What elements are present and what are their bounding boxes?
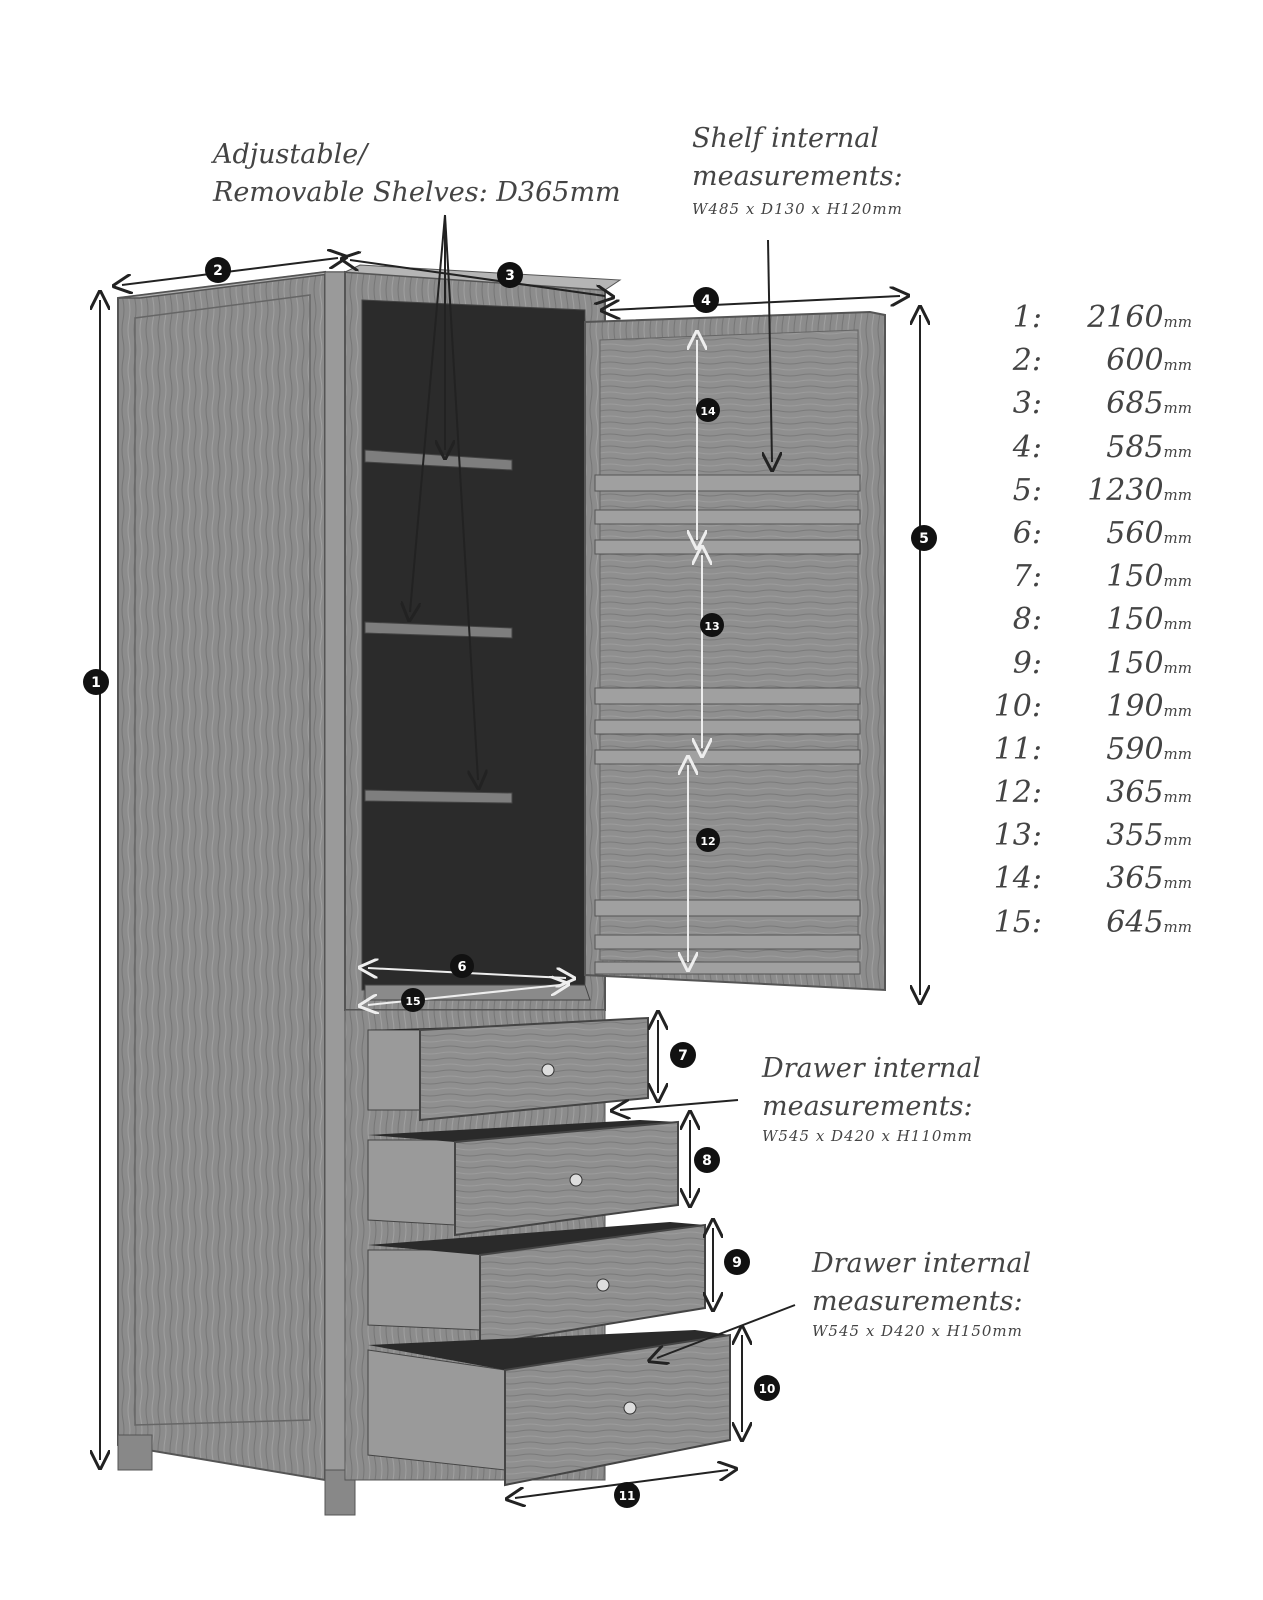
svg-text:12: 12 <box>700 835 716 848</box>
measurement-row <box>980 602 1240 645</box>
badge-10 <box>754 1375 780 1401</box>
measurement-row <box>980 732 1240 775</box>
svg-text:1: 1 <box>91 675 101 691</box>
measurement-row <box>980 905 1240 948</box>
measurement-number: 2: <box>1012 343 1042 379</box>
measurement-value: 150mm <box>1106 559 1192 595</box>
measurement-value: 365mm <box>1106 775 1192 811</box>
measurement-value: 150mm <box>1106 645 1192 681</box>
drawers <box>345 1010 730 1485</box>
badge-4 <box>693 287 719 313</box>
measurement-number: 12: <box>993 775 1042 811</box>
measurement-value: 645mm <box>1106 904 1192 940</box>
measurement-number: 13: <box>993 818 1042 854</box>
measurement-number: 5: <box>1012 472 1042 508</box>
drawer-internal-a-dims: W545 x D420 x H110mm <box>762 1127 973 1145</box>
measurement-row <box>980 473 1240 516</box>
drawer-internal-b-dims: W545 x D420 x H150mm <box>812 1322 1023 1340</box>
measurement-row <box>980 386 1240 429</box>
measurement-list <box>980 300 1240 948</box>
measurement-value: 190mm <box>1106 688 1192 724</box>
measurement-number: 4: <box>1012 429 1042 465</box>
badge-7 <box>670 1042 696 1068</box>
svg-text:8: 8 <box>702 1153 712 1169</box>
shelves-label-line2: Removable Shelves: D365mm <box>213 177 621 208</box>
measurement-row <box>980 300 1240 343</box>
measurement-row <box>980 516 1240 559</box>
shelf-internal-line1: Shelf internal <box>692 123 879 154</box>
measurement-value: 2160mm <box>1087 300 1192 335</box>
badge-13 <box>700 613 724 637</box>
measurement-row <box>980 689 1240 732</box>
svg-text:10: 10 <box>758 1382 776 1396</box>
measurement-row <box>980 343 1240 386</box>
badge-3 <box>497 262 523 288</box>
measurement-number: 14: <box>993 861 1042 897</box>
badge-1 <box>83 669 109 695</box>
svg-text:5: 5 <box>919 531 929 547</box>
svg-text:14: 14 <box>700 405 716 418</box>
shelf-internal-line2: measurements: <box>692 161 903 192</box>
measurement-number: 7: <box>1012 559 1042 595</box>
cabinet-side-panel <box>118 272 345 1480</box>
measurement-row <box>980 559 1240 602</box>
measurement-number: 3: <box>1012 386 1042 422</box>
measurement-number: 15: <box>993 904 1042 940</box>
svg-text:15: 15 <box>405 995 421 1008</box>
badge-9 <box>724 1249 750 1275</box>
badge-2 <box>205 257 231 283</box>
measurement-value: 365mm <box>1106 861 1192 897</box>
badge-12 <box>696 828 720 852</box>
shelf-internal-dims: W485 x D130 x H120mm <box>692 200 903 218</box>
svg-text:6: 6 <box>457 960 467 975</box>
measurement-row <box>980 861 1240 904</box>
badge-5 <box>911 525 937 551</box>
badge-6 <box>450 954 474 978</box>
measurement-number: 1: <box>1012 300 1042 335</box>
measurement-value: 600mm <box>1106 343 1192 379</box>
open-door <box>585 312 885 990</box>
badge-8 <box>694 1147 720 1173</box>
measurement-value: 585mm <box>1106 429 1192 465</box>
measurement-number: 9: <box>1012 645 1042 681</box>
badge-11 <box>614 1482 640 1508</box>
measurement-row <box>980 646 1240 689</box>
drawer-internal-b-line1: Drawer internal <box>812 1248 1032 1279</box>
badge-14 <box>696 398 720 422</box>
svg-text:7: 7 <box>678 1048 688 1064</box>
measurement-value: 685mm <box>1106 386 1192 422</box>
measurement-value: 355mm <box>1106 818 1192 854</box>
svg-text:4: 4 <box>701 293 711 309</box>
svg-text:9: 9 <box>732 1255 742 1271</box>
measurement-number: 6: <box>1012 515 1042 551</box>
badge-15 <box>401 988 425 1012</box>
shelves-label-line1: Adjustable/ <box>213 139 368 170</box>
drawer-internal-a-line1: Drawer internal <box>762 1053 982 1084</box>
measurement-value: 590mm <box>1106 731 1192 767</box>
measurement-value: 150mm <box>1106 602 1192 638</box>
measurement-value: 1230mm <box>1087 472 1192 508</box>
svg-text:3: 3 <box>505 268 515 284</box>
measurement-value: 560mm <box>1106 515 1192 551</box>
svg-text:2: 2 <box>213 263 223 279</box>
drawer-internal-a-line2: measurements: <box>762 1091 973 1122</box>
svg-text:11: 11 <box>618 1489 636 1503</box>
drawer-internal-b-line2: measurements: <box>812 1286 1023 1317</box>
measurement-row <box>980 775 1240 818</box>
measurement-row <box>980 430 1240 473</box>
svg-text:13: 13 <box>704 620 720 633</box>
measurement-number: 11: <box>993 731 1042 767</box>
measurement-row <box>980 818 1240 861</box>
measurement-number: 10: <box>993 688 1042 724</box>
measurement-number: 8: <box>1012 602 1042 638</box>
